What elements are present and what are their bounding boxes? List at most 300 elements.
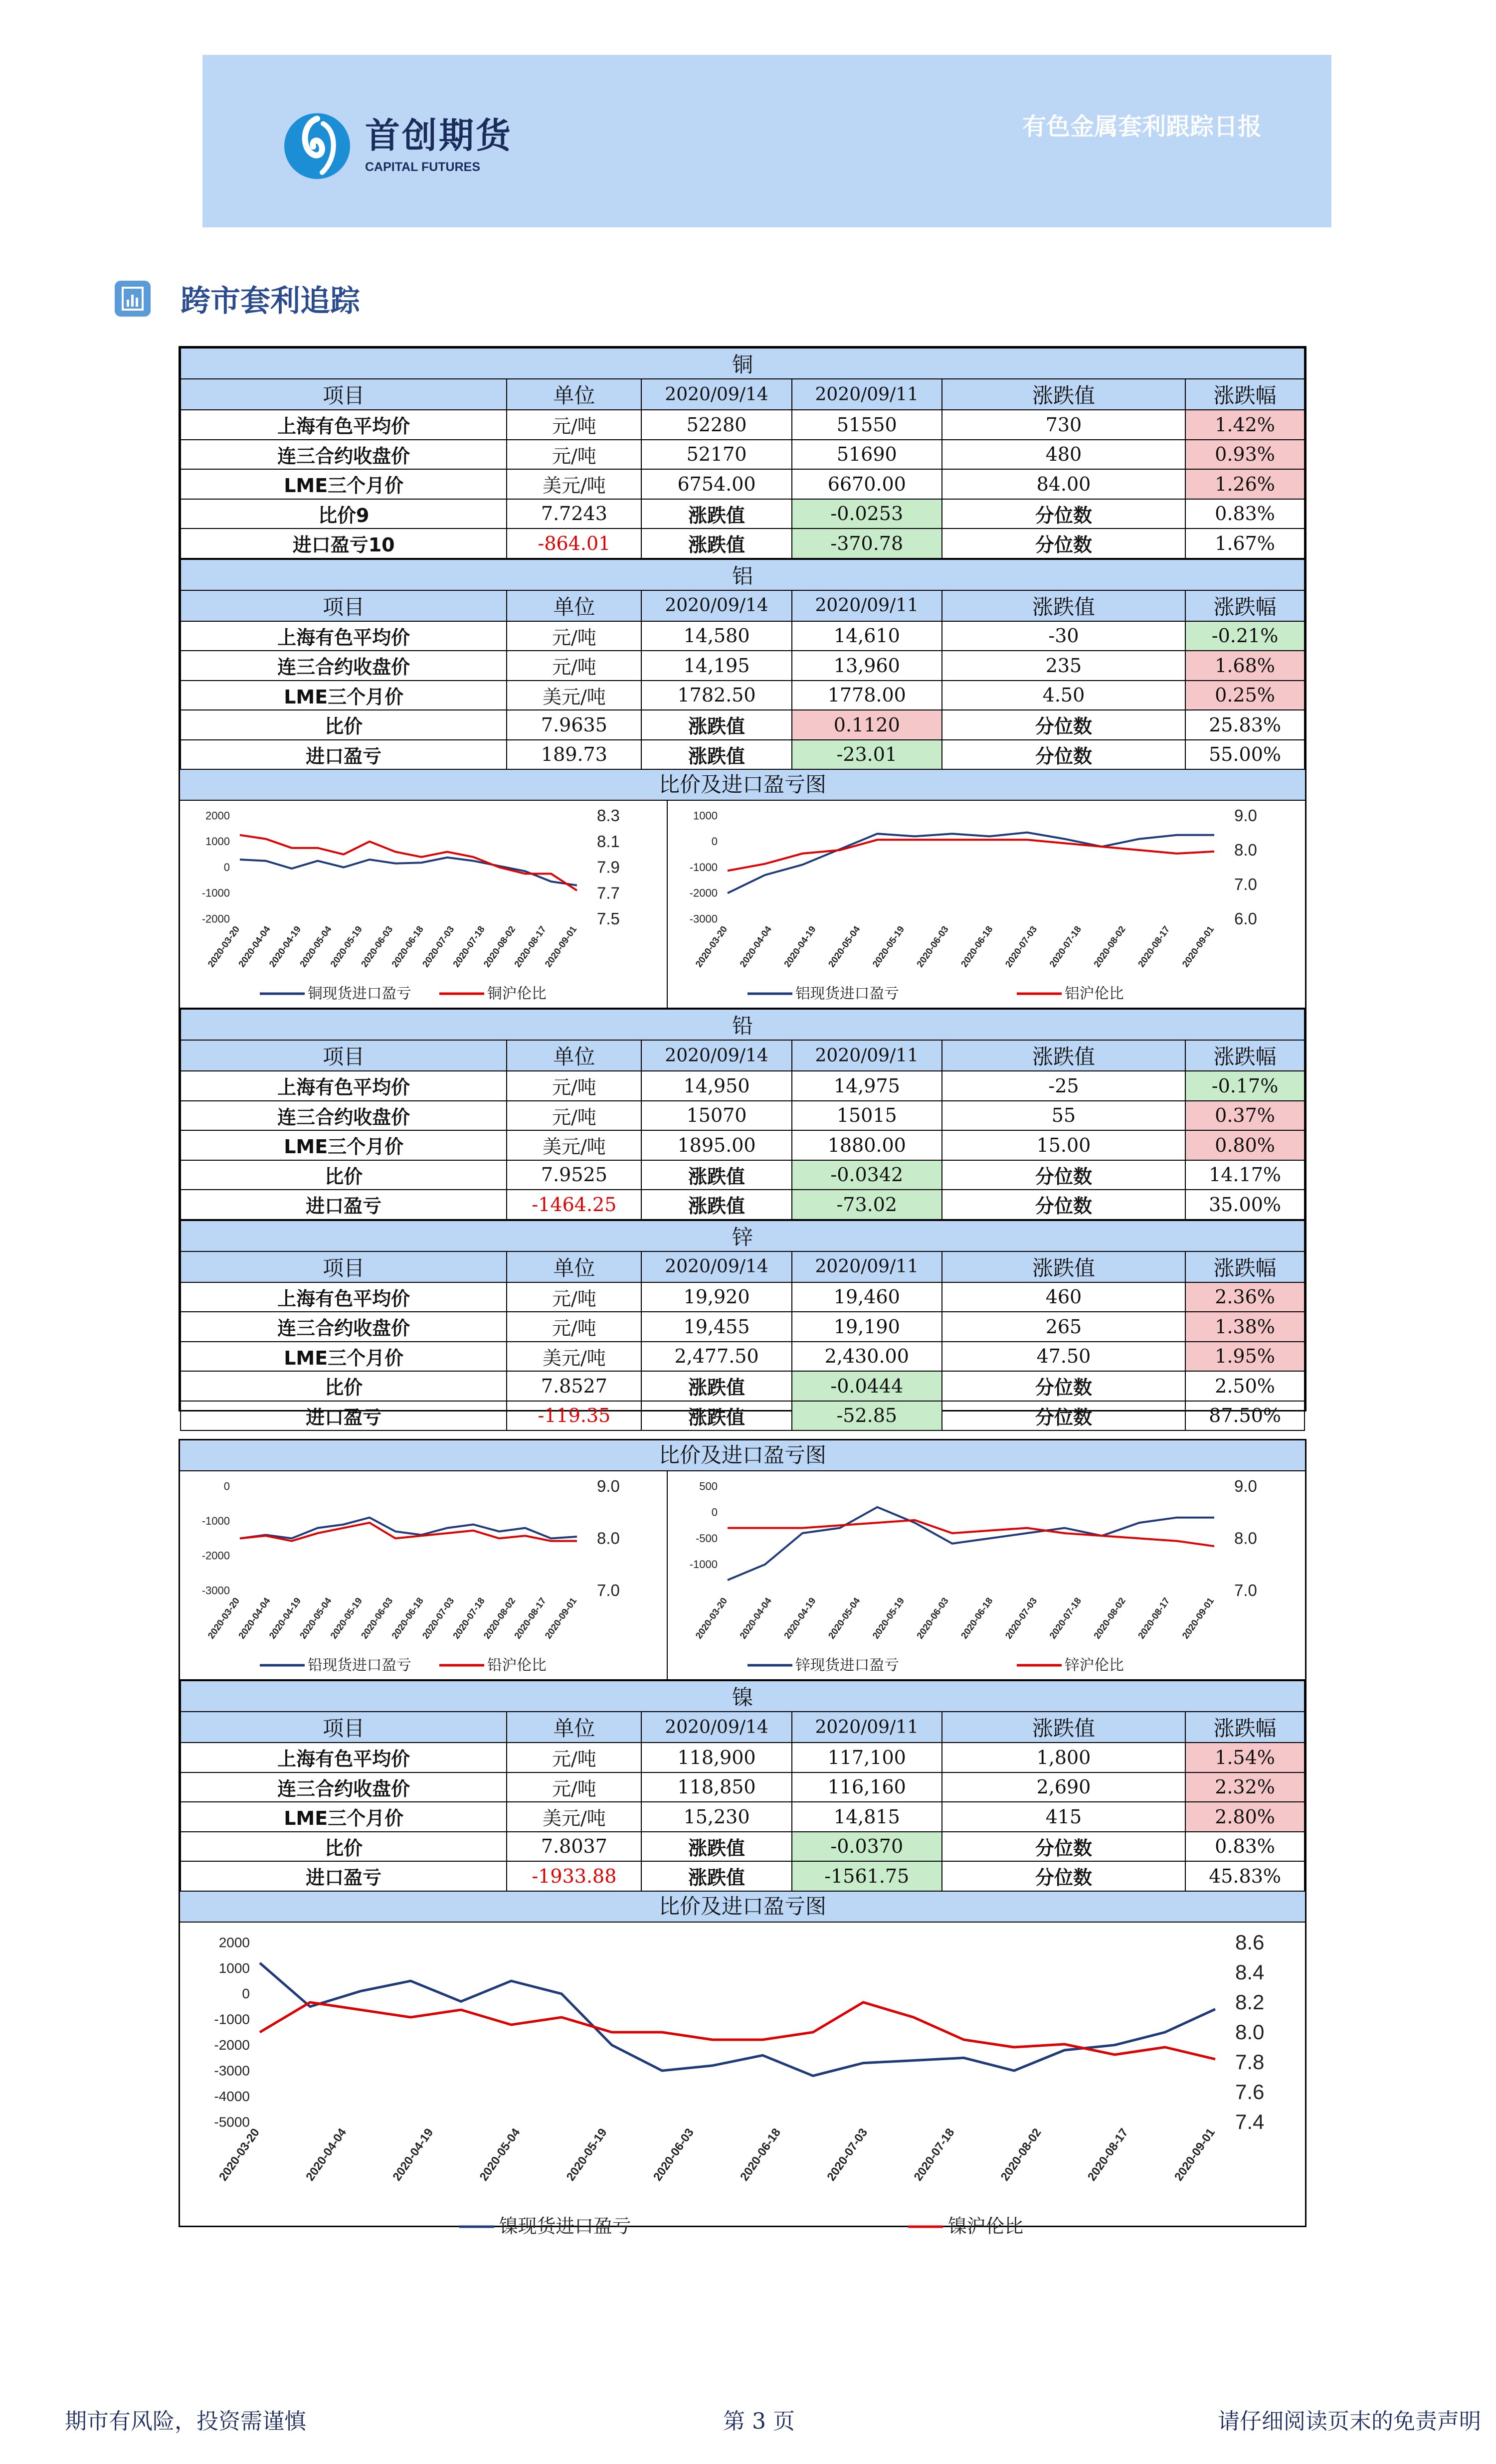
capital-futures-logo-icon bbox=[282, 109, 352, 183]
x-tick-label: 2020-04-19 bbox=[267, 924, 303, 969]
change-label: 涨跌值 bbox=[641, 528, 791, 558]
legend-label: 铝现货进口盈亏 bbox=[795, 985, 899, 1002]
row-value-previous: 116,160 bbox=[792, 1772, 942, 1802]
row-change: 2,690 bbox=[942, 1772, 1185, 1802]
import-pl-value: -864.01 bbox=[507, 528, 641, 558]
row-change: 730 bbox=[942, 410, 1185, 440]
y-right-tick-label: 9.0 bbox=[1234, 1477, 1257, 1495]
change-label: 涨跌值 bbox=[641, 710, 791, 740]
x-tick-label: 2020-07-18 bbox=[450, 924, 487, 969]
row-unit: 元/吨 bbox=[507, 440, 641, 470]
report-header bbox=[202, 55, 1331, 227]
percentile-label: 分位数 bbox=[942, 1160, 1185, 1190]
y-right-tick-label: 7.9 bbox=[597, 858, 620, 877]
row-unit: 美元/吨 bbox=[507, 1802, 641, 1832]
import-pl-label: 进口盈亏 bbox=[181, 1190, 507, 1220]
row-item: 连三合约收盘价 bbox=[181, 1772, 507, 1802]
row-change: 15.00 bbox=[942, 1130, 1185, 1160]
table-row bbox=[181, 440, 1305, 470]
import-pl-value: -119.35 bbox=[507, 1401, 641, 1431]
change-value: -1561.75 bbox=[792, 1861, 942, 1891]
x-tick-label: 2020-07-03 bbox=[420, 1595, 456, 1641]
col-header-unit: 单位 bbox=[507, 379, 641, 410]
row-value-previous: 19,460 bbox=[792, 1282, 942, 1312]
table-row bbox=[181, 1861, 1305, 1891]
y-right-tick-label: 7.5 bbox=[597, 909, 620, 928]
x-tick-label: 2020-06-03 bbox=[914, 924, 950, 969]
row-change: 55 bbox=[942, 1101, 1185, 1131]
y-right-tick-label: 9.0 bbox=[597, 1477, 620, 1495]
row-value-previous: 2,430.00 bbox=[792, 1342, 942, 1372]
x-tick-label: 2020-08-17 bbox=[512, 924, 548, 969]
x-tick-label: 2020-05-04 bbox=[477, 2125, 523, 2183]
row-change: 47.50 bbox=[942, 1342, 1185, 1372]
row-unit: 美元/吨 bbox=[507, 1342, 641, 1372]
metal-name: 铝 bbox=[181, 559, 1305, 590]
series-line-import-pl bbox=[728, 833, 1214, 893]
x-tick-label: 2020-03-20 bbox=[693, 924, 730, 969]
chart-title-pb-zn: 比价及进口盈亏图 bbox=[180, 1440, 1305, 1471]
row-change-pct: 1.68% bbox=[1185, 651, 1305, 681]
y-left-tick-label: 0 bbox=[711, 1506, 718, 1519]
x-tick-label: 2020-06-03 bbox=[650, 2125, 697, 2183]
row-change: 265 bbox=[942, 1312, 1185, 1342]
table-row bbox=[181, 1101, 1305, 1131]
x-tick-label: 2020-06-03 bbox=[359, 1595, 395, 1641]
change-value: -0.0370 bbox=[792, 1832, 942, 1862]
row-item: 上海有色平均价 bbox=[181, 621, 507, 651]
table-row bbox=[181, 1130, 1305, 1160]
y-right-tick-label: 8.1 bbox=[597, 832, 620, 851]
footer-page-number: 第 3 页 bbox=[723, 2409, 795, 2434]
table-row bbox=[181, 1772, 1305, 1802]
y-left-tick-label: -1000 bbox=[689, 861, 718, 874]
price-ratio-label: 比价9 bbox=[181, 499, 507, 529]
row-item: 上海有色平均价 bbox=[181, 1071, 507, 1101]
row-value-current: 19,455 bbox=[641, 1312, 791, 1342]
table-row bbox=[181, 1743, 1305, 1772]
logo-english-name: CAPITAL FUTURES bbox=[365, 160, 481, 174]
table-row bbox=[181, 410, 1305, 440]
y-right-tick-label: 7.7 bbox=[597, 883, 620, 902]
x-tick-label: 2020-07-03 bbox=[1003, 1595, 1039, 1641]
col-header-item: 项目 bbox=[181, 1251, 507, 1282]
col-header-change-pct: 涨跌幅 bbox=[1185, 1712, 1305, 1743]
import-pl-label: 进口盈亏 bbox=[181, 740, 507, 770]
change-label: 涨跌值 bbox=[641, 1190, 791, 1220]
table-row bbox=[181, 528, 1305, 558]
table-row bbox=[181, 621, 1305, 651]
percentile-label: 分位数 bbox=[942, 528, 1185, 558]
series-line-import-pl bbox=[240, 858, 577, 885]
price-ratio-label: 比价 bbox=[181, 1371, 507, 1401]
x-tick-label: 2020-04-04 bbox=[737, 1595, 774, 1641]
import-pl-label: 进口盈亏 bbox=[181, 1401, 507, 1431]
x-tick-label: 2020-08-17 bbox=[1085, 2125, 1131, 2183]
col-header-date1: 2020/09/14 bbox=[641, 1040, 791, 1071]
x-tick-label: 2020-05-04 bbox=[826, 924, 862, 969]
x-tick-label: 2020-05-04 bbox=[297, 924, 334, 969]
table-row bbox=[181, 1071, 1305, 1101]
row-item: LME三个月价 bbox=[181, 681, 507, 710]
col-header-date1: 2020/09/14 bbox=[641, 590, 791, 621]
x-tick-label: 2020-08-02 bbox=[1091, 924, 1127, 969]
y-left-tick-label: -4000 bbox=[214, 2088, 250, 2104]
change-value: -0.0253 bbox=[792, 499, 942, 529]
metal-table-zinc bbox=[180, 1220, 1305, 1431]
row-unit: 元/吨 bbox=[507, 1772, 641, 1802]
y-left-tick-label: -5000 bbox=[214, 2113, 250, 2129]
row-value-previous: 14,815 bbox=[792, 1802, 942, 1832]
col-header-date1: 2020/09/14 bbox=[641, 1251, 791, 1282]
y-left-tick-label: 0 bbox=[223, 1480, 230, 1493]
row-value-current: 1895.00 bbox=[641, 1130, 791, 1160]
col-header-change: 涨跌值 bbox=[942, 379, 1185, 410]
price-ratio-value: 7.8527 bbox=[507, 1371, 641, 1401]
change-label: 涨跌值 bbox=[641, 740, 791, 770]
x-tick-label: 2020-06-03 bbox=[914, 1595, 950, 1641]
y-left-tick-label: 2000 bbox=[218, 1934, 250, 1950]
x-tick-label: 2020-07-03 bbox=[1003, 924, 1039, 969]
row-change: 415 bbox=[942, 1802, 1185, 1832]
series-line-price-ratio bbox=[728, 1520, 1214, 1546]
percentile-label: 分位数 bbox=[942, 1371, 1185, 1401]
col-header-change-pct: 涨跌幅 bbox=[1185, 1251, 1305, 1282]
row-change: 1,800 bbox=[942, 1743, 1185, 1772]
percentile-label: 分位数 bbox=[942, 740, 1185, 770]
x-tick-label: 2020-04-19 bbox=[781, 1595, 818, 1641]
row-change: -30 bbox=[942, 621, 1185, 651]
change-label: 涨跌值 bbox=[641, 1371, 791, 1401]
x-tick-label: 2020-06-18 bbox=[389, 1595, 426, 1641]
x-tick-label: 2020-09-01 bbox=[543, 1595, 579, 1641]
y-left-tick-label: 0 bbox=[711, 835, 718, 848]
y-left-tick-label: -2000 bbox=[201, 1549, 230, 1562]
row-unit: 元/吨 bbox=[507, 1743, 641, 1772]
section-heading bbox=[115, 277, 360, 320]
y-left-tick-label: -2000 bbox=[201, 912, 230, 925]
percentile-value: 55.00% bbox=[1185, 740, 1305, 770]
price-ratio-label: 比价 bbox=[181, 710, 507, 740]
x-tick-label: 2020-05-19 bbox=[870, 924, 907, 969]
price-ratio-value: 7.7243 bbox=[507, 499, 641, 529]
company-logo bbox=[282, 109, 513, 183]
y-right-tick-label: 6.0 bbox=[1234, 909, 1257, 928]
x-tick-label: 2020-04-04 bbox=[737, 924, 774, 969]
row-value-previous: 1778.00 bbox=[792, 681, 942, 710]
row-unit: 美元/吨 bbox=[507, 1130, 641, 1160]
y-left-tick-label: -3000 bbox=[689, 912, 718, 925]
row-change: 235 bbox=[942, 651, 1185, 681]
x-tick-label: 2020-04-19 bbox=[390, 2125, 436, 2183]
x-tick-label: 2020-07-18 bbox=[911, 2125, 957, 2183]
x-tick-label: 2020-09-01 bbox=[1180, 1595, 1216, 1641]
row-value-current: 14,195 bbox=[641, 651, 791, 681]
col-header-change: 涨跌值 bbox=[942, 1040, 1185, 1071]
legend-label: 铅沪伦比 bbox=[487, 1657, 547, 1674]
row-value-current: 15070 bbox=[641, 1101, 791, 1131]
row-unit: 元/吨 bbox=[507, 1071, 641, 1101]
row-value-current: 2,477.50 bbox=[641, 1342, 791, 1372]
arbitrage-panel-1 bbox=[179, 346, 1307, 1428]
percentile-value: 2.50% bbox=[1185, 1371, 1305, 1401]
y-right-tick-label: 8.2 bbox=[1235, 1990, 1265, 2014]
y-left-tick-label: -2000 bbox=[689, 886, 718, 899]
y-left-tick-label: 500 bbox=[699, 1480, 718, 1493]
y-left-tick-label: 1000 bbox=[218, 1960, 250, 1976]
x-tick-label: 2020-04-04 bbox=[303, 2125, 350, 2183]
percentile-value: 1.67% bbox=[1185, 528, 1305, 558]
y-left-tick-label: -1000 bbox=[689, 1558, 718, 1571]
y-right-tick-label: 8.0 bbox=[1234, 841, 1257, 859]
x-tick-label: 2020-05-04 bbox=[297, 1595, 334, 1641]
row-unit: 元/吨 bbox=[507, 1312, 641, 1342]
y-right-tick-label: 7.4 bbox=[1235, 2110, 1265, 2133]
percentile-label: 分位数 bbox=[942, 1401, 1185, 1431]
row-unit: 元/吨 bbox=[507, 410, 641, 440]
row-value-previous: 19,190 bbox=[792, 1312, 942, 1342]
row-value-current: 118,900 bbox=[641, 1743, 791, 1772]
x-tick-label: 2020-04-04 bbox=[236, 1595, 272, 1641]
y-right-tick-label: 7.8 bbox=[1235, 2050, 1265, 2074]
import-pl-value: 189.73 bbox=[507, 740, 641, 770]
row-change: 84.00 bbox=[942, 469, 1185, 499]
footer-risk-warning: 期市有风险，投资需谨慎 bbox=[65, 2409, 306, 2434]
percentile-value: 0.83% bbox=[1185, 499, 1305, 529]
table-row bbox=[181, 1312, 1305, 1342]
y-left-tick-label: -1000 bbox=[214, 2011, 250, 2027]
table-row bbox=[181, 740, 1305, 770]
y-right-tick-label: 7.6 bbox=[1235, 2080, 1265, 2104]
row-item: 上海有色平均价 bbox=[181, 1743, 507, 1772]
change-value: -73.02 bbox=[792, 1190, 942, 1220]
import-pl-label: 进口盈亏 bbox=[181, 1861, 507, 1891]
row-value-current: 118,850 bbox=[641, 1772, 791, 1802]
row-unit: 元/吨 bbox=[507, 621, 641, 651]
y-right-tick-label: 8.4 bbox=[1235, 1960, 1265, 1984]
row-change-pct: 1.95% bbox=[1185, 1342, 1305, 1372]
x-tick-label: 2020-06-18 bbox=[958, 924, 995, 969]
chart-title-cu-al: 比价及进口盈亏图 bbox=[180, 770, 1305, 801]
row-value-current: 6754.00 bbox=[641, 469, 791, 499]
x-tick-label: 2020-05-04 bbox=[826, 1595, 862, 1641]
x-tick-label: 2020-06-18 bbox=[738, 2125, 784, 2183]
row-item: 连三合约收盘价 bbox=[181, 1101, 507, 1131]
metal-name: 镍 bbox=[181, 1681, 1305, 1712]
col-header-item: 项目 bbox=[181, 379, 507, 410]
col-header-date1: 2020/09/14 bbox=[641, 1712, 791, 1743]
zinc-ratio-chart bbox=[668, 1471, 1305, 1679]
row-unit: 元/吨 bbox=[507, 651, 641, 681]
col-header-date2: 2020/09/11 bbox=[792, 1040, 942, 1071]
row-value-previous: 1880.00 bbox=[792, 1130, 942, 1160]
x-tick-label: 2020-07-03 bbox=[420, 924, 456, 969]
legend-label: 铅现货进口盈亏 bbox=[308, 1657, 411, 1674]
import-pl-value: -1933.88 bbox=[507, 1861, 641, 1891]
row-unit: 美元/吨 bbox=[507, 469, 641, 499]
row-change-pct: -0.21% bbox=[1185, 621, 1305, 651]
x-tick-label: 2020-06-03 bbox=[359, 924, 395, 969]
row-change-pct: 1.26% bbox=[1185, 469, 1305, 499]
row-unit: 元/吨 bbox=[507, 1282, 641, 1312]
row-change-pct: 0.25% bbox=[1185, 681, 1305, 710]
col-header-date2: 2020/09/11 bbox=[792, 379, 942, 410]
col-header-unit: 单位 bbox=[507, 1040, 641, 1071]
metal-name: 铅 bbox=[181, 1009, 1305, 1040]
legend-label: 锌沪伦比 bbox=[1065, 1657, 1124, 1674]
metal-name: 铜 bbox=[181, 348, 1305, 379]
y-left-tick-label: 2000 bbox=[205, 809, 230, 822]
col-header-date1: 2020/09/14 bbox=[641, 379, 791, 410]
x-tick-label: 2020-04-19 bbox=[781, 924, 818, 969]
percentile-value: 87.50% bbox=[1185, 1401, 1305, 1431]
col-header-unit: 单位 bbox=[507, 1251, 641, 1282]
table-row bbox=[181, 1282, 1305, 1312]
section-title: 跨市套利追踪 bbox=[181, 284, 360, 319]
metal-table-nickel bbox=[180, 1680, 1305, 1892]
x-tick-label: 2020-09-01 bbox=[1180, 924, 1216, 969]
legend-label: 铝沪伦比 bbox=[1065, 985, 1124, 1002]
table-row bbox=[181, 1401, 1305, 1431]
table-row bbox=[181, 710, 1305, 740]
x-tick-label: 2020-04-04 bbox=[236, 924, 272, 969]
row-unit: 元/吨 bbox=[507, 1101, 641, 1131]
table-row bbox=[181, 499, 1305, 529]
col-header-date2: 2020/09/11 bbox=[792, 1712, 942, 1743]
y-left-tick-label: 1000 bbox=[205, 835, 230, 848]
price-ratio-value: 7.9635 bbox=[507, 710, 641, 740]
lead-ratio-chart bbox=[180, 1471, 668, 1679]
aluminum-ratio-chart bbox=[668, 801, 1305, 1008]
col-header-unit: 单位 bbox=[507, 1712, 641, 1743]
y-right-tick-label: 8.0 bbox=[1235, 2020, 1265, 2044]
table-row bbox=[181, 1160, 1305, 1190]
row-change-pct: 0.37% bbox=[1185, 1101, 1305, 1131]
metal-table-lead bbox=[180, 1009, 1305, 1220]
metal-table-aluminum bbox=[180, 559, 1305, 770]
row-value-previous: 14,610 bbox=[792, 621, 942, 651]
y-left-tick-label: 0 bbox=[242, 1985, 250, 2001]
col-header-date2: 2020/09/11 bbox=[792, 1251, 942, 1282]
percentile-label: 分位数 bbox=[942, 1832, 1185, 1862]
chart-title-ni: 比价及进口盈亏图 bbox=[180, 1892, 1305, 1923]
col-header-date2: 2020/09/11 bbox=[792, 590, 942, 621]
y-left-tick-label: -1000 bbox=[201, 1515, 230, 1527]
percentile-label: 分位数 bbox=[942, 1861, 1185, 1891]
row-item: LME三个月价 bbox=[181, 1130, 507, 1160]
y-left-tick-label: -500 bbox=[695, 1532, 718, 1545]
y-right-tick-label: 8.0 bbox=[597, 1529, 620, 1548]
percentile-value: 14.17% bbox=[1185, 1160, 1305, 1190]
row-change-pct: -0.17% bbox=[1185, 1071, 1305, 1101]
col-header-change-pct: 涨跌幅 bbox=[1185, 590, 1305, 621]
metal-table-copper bbox=[180, 348, 1305, 559]
x-tick-label: 2020-03-20 bbox=[216, 2125, 262, 2183]
row-change-pct: 0.80% bbox=[1185, 1130, 1305, 1160]
y-left-tick-label: -2000 bbox=[214, 2037, 250, 2053]
x-tick-label: 2020-07-18 bbox=[1047, 1595, 1084, 1641]
table-row bbox=[181, 1190, 1305, 1220]
table-row bbox=[181, 1371, 1305, 1401]
x-tick-label: 2020-05-19 bbox=[328, 924, 365, 969]
row-value-current: 14,950 bbox=[641, 1071, 791, 1101]
x-tick-label: 2020-07-03 bbox=[824, 2125, 871, 2183]
col-header-item: 项目 bbox=[181, 590, 507, 621]
row-value-current: 14,580 bbox=[641, 621, 791, 651]
row-change-pct: 1.42% bbox=[1185, 410, 1305, 440]
row-value-previous: 51550 bbox=[792, 410, 942, 440]
row-item: LME三个月价 bbox=[181, 469, 507, 499]
change-value: 0.1120 bbox=[792, 710, 942, 740]
x-tick-label: 2020-09-01 bbox=[1171, 2125, 1218, 2183]
row-change-pct: 2.32% bbox=[1185, 1772, 1305, 1802]
x-tick-label: 2020-09-01 bbox=[543, 924, 579, 969]
row-item: 连三合约收盘价 bbox=[181, 440, 507, 470]
logo-chinese-name: 首创期货 bbox=[365, 115, 513, 156]
x-tick-label: 2020-05-19 bbox=[563, 2125, 610, 2183]
change-value: -52.85 bbox=[792, 1401, 942, 1431]
bar-chart-icon bbox=[115, 281, 151, 317]
col-header-item: 项目 bbox=[181, 1712, 507, 1743]
y-right-tick-label: 7.0 bbox=[1234, 875, 1257, 893]
row-change: 4.50 bbox=[942, 681, 1185, 710]
y-right-tick-label: 8.0 bbox=[1234, 1529, 1257, 1548]
col-header-change-pct: 涨跌幅 bbox=[1185, 379, 1305, 410]
price-ratio-value: 7.9525 bbox=[507, 1160, 641, 1190]
legend-label: 镍沪伦比 bbox=[948, 2216, 1024, 2237]
table-row bbox=[181, 469, 1305, 499]
series-line-import-pl bbox=[728, 1507, 1214, 1580]
y-right-tick-label: 8.6 bbox=[1235, 1930, 1265, 1954]
price-ratio-label: 比价 bbox=[181, 1160, 507, 1190]
change-label: 涨跌值 bbox=[641, 1160, 791, 1190]
y-left-tick-label: 1000 bbox=[693, 809, 718, 822]
y-right-tick-label: 9.0 bbox=[1234, 806, 1257, 825]
x-tick-label: 2020-05-19 bbox=[870, 1595, 907, 1641]
row-value-current: 15,230 bbox=[641, 1802, 791, 1832]
col-header-change: 涨跌值 bbox=[942, 1712, 1185, 1743]
row-change-pct: 2.36% bbox=[1185, 1282, 1305, 1312]
arbitrage-panel-2 bbox=[179, 1439, 1307, 2237]
change-value: -370.78 bbox=[792, 528, 942, 558]
copper-ratio-chart bbox=[180, 801, 668, 1008]
row-change-pct: 1.38% bbox=[1185, 1312, 1305, 1342]
y-right-tick-label: 7.0 bbox=[1234, 1581, 1257, 1599]
col-header-unit: 单位 bbox=[507, 590, 641, 621]
row-value-current: 52280 bbox=[641, 410, 791, 440]
x-tick-label: 2020-04-19 bbox=[267, 1595, 303, 1641]
y-right-tick-label: 7.0 bbox=[597, 1581, 620, 1599]
row-change: 480 bbox=[942, 440, 1185, 470]
y-right-tick-label: 8.3 bbox=[597, 806, 620, 825]
row-item: 连三合约收盘价 bbox=[181, 1312, 507, 1342]
footer-disclaimer-note: 请仔细阅读页末的免责声明 bbox=[1218, 2409, 1481, 2434]
change-value: -0.0342 bbox=[792, 1160, 942, 1190]
x-tick-label: 2020-08-17 bbox=[1135, 1595, 1172, 1641]
x-tick-label: 2020-08-17 bbox=[512, 1595, 548, 1641]
row-change: -25 bbox=[942, 1071, 1185, 1101]
x-tick-label: 2020-03-20 bbox=[693, 1595, 730, 1641]
x-tick-label: 2020-07-18 bbox=[450, 1595, 487, 1641]
row-item: LME三个月价 bbox=[181, 1342, 507, 1372]
change-value: -0.0444 bbox=[792, 1371, 942, 1401]
table-row bbox=[181, 1832, 1305, 1862]
col-header-change: 涨跌值 bbox=[942, 1251, 1185, 1282]
row-value-previous: 117,100 bbox=[792, 1743, 942, 1772]
row-value-current: 1782.50 bbox=[641, 681, 791, 710]
percentile-label: 分位数 bbox=[942, 1190, 1185, 1220]
percentile-label: 分位数 bbox=[942, 710, 1185, 740]
